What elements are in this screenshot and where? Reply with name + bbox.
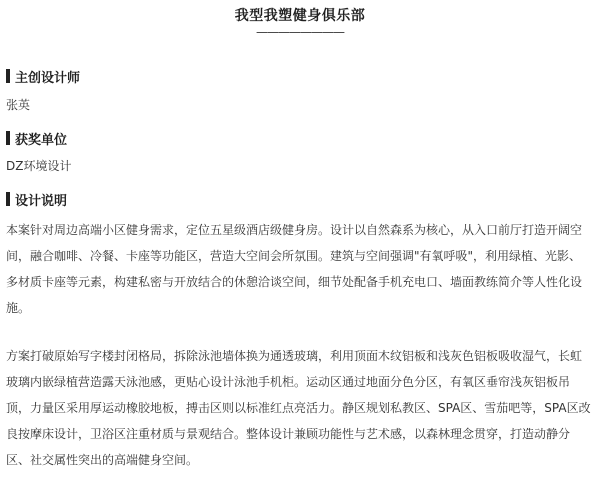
text-line: 施。 [6,301,31,315]
heading-bar-marker [6,192,10,206]
section-heading-award-unit [6,130,67,146]
page-title: 我型我塑健身俱乐部 [234,8,366,24]
text-line: 间，融合咖啡、冷餐、卡座等功能区，营造大空间会所氛围。建筑与空间强调"有氧呼吸"，利用绿植、光影、 [6,249,582,263]
text-line: 玻璃内嵌绿植营造露天泳池感，更贴心设计泳池手机柜。运动区通过地面分色分区，有氧区垂帘浅灰铝板吊 [6,375,571,389]
heading-bar-marker [6,131,10,145]
description-paragraph-2 [6,343,600,473]
section-heading-label: 获奖单位 [15,132,68,148]
text-line: 方案打破原始写字楼封闭格局，拆除泳池墙体换为通透玻璃，利用顶面木纹铝板和浅灰色铝板吸收湿气，长虹 [6,349,583,363]
text-line: 本案针对周边高端小区健身需求，定位五星级酒店级健身房。设计以自然森系为核心，从入口前厅打造开阔空 [6,223,583,237]
text-line: 多材质卡座等元素，构建私密与开放结合的休憩洽谈空间，细节处配备手机充电口、墙面教练简介等人性化设 [6,275,583,289]
designer-name: 张英 [6,98,31,112]
text-line: 区、社交属性突出的高端健身空间。 [6,453,199,467]
heading-bar-marker [6,69,10,83]
text-line: 顶，力量区采用厚运动橡胶地板，搏击区则以标准红点亮活力。静区规划私教区、SPA区、雪茄吧等，SPA区改 [6,401,591,415]
section-heading-label: 主创设计师 [15,70,81,86]
award-unit-name: DZ环境设计 [6,159,72,173]
section-heading-label: 设计说明 [15,193,68,209]
description-paragraph-1 [6,217,600,321]
section-heading-design-description [6,191,67,207]
section-heading-designer [6,68,80,84]
text-line: 良按摩床设计，卫浴区注重材质与景观结合。整体设计兼顾功能性与艺术感，以森林理念贯穿，打造动静分 [6,427,571,441]
title-divider: ———————— [256,25,344,39]
